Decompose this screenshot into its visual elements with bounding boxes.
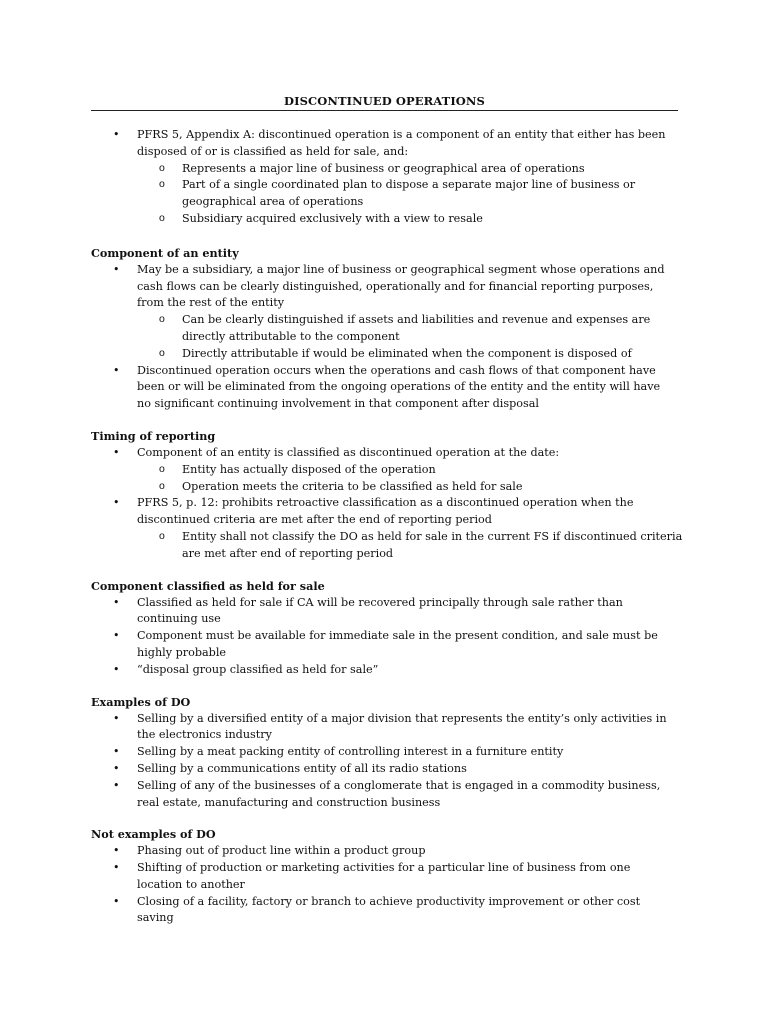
bullet-list <box>91 595 691 679</box>
sub-list-item <box>91 211 691 228</box>
list-item <box>91 262 691 312</box>
sub-list-item-text: o Part of a single coordinated plan to dispose a separate major line of business or geographical area of operations <box>182 178 636 209</box>
bullet-list <box>91 843 691 927</box>
sub-list-item <box>91 312 691 346</box>
sub-list-item <box>91 177 691 211</box>
list-item <box>91 662 691 679</box>
sub-list-item <box>91 462 691 479</box>
sub-list-item-text: o Entity shall not classify the DO as held for sale in the current FS if discontinued criteria are met after end of reporting period <box>182 529 683 560</box>
section-examples <box>91 694 691 812</box>
sub-list-item-text: o Entity has actually disposed of the operation <box>182 462 436 476</box>
list-item <box>91 860 691 894</box>
sub-list-item <box>91 161 691 178</box>
section-not-examples <box>91 826 691 927</box>
list-item-text: • May be a subsidiary, a major line of business or geographical segment whose operations and cash flows can be clearly distinguished, operationally and for financial reporting purposes, from the rest of the entity <box>137 262 665 310</box>
list-item-text: • Selling by a diversified entity of a major division that represents the entity’s only activities in the electronics industry <box>137 711 667 742</box>
list-item <box>91 127 691 161</box>
list-item-text: • Discontinued operation occurs when the operations and cash flows of that component have been or will be eliminated from the ongoing operations of the entity and the entity will have no significant continuing involvement in that component after disposal <box>137 363 661 411</box>
sub-list-item-text: o Operation meets the criteria to be classified as held for sale <box>182 479 523 493</box>
title-underline <box>91 110 678 111</box>
section-heading: Timing of reporting <box>91 428 216 443</box>
list-item-text: • Selling by a communications entity of all its radio stations <box>137 761 467 775</box>
bullet-list <box>91 711 691 812</box>
section-held-for-sale <box>91 578 691 679</box>
section-heading: Examples of DO <box>91 694 191 709</box>
section-timing <box>91 428 691 563</box>
list-item-text: • Selling of any of the businesses of a conglomerate that is engaged in a commodity business, real estate, manufacturing and construction business <box>137 778 661 809</box>
list-item <box>91 711 691 745</box>
sub-list-item-text: o Can be clearly distinguished if assets and liabilities and revenue and expenses are directly attributable to the component <box>182 313 651 343</box>
bullet-list <box>91 445 691 563</box>
list-item-text: • Component must be available for immediate sale in the present condition, and sale must be highly probable <box>137 629 658 659</box>
list-item-text: • Component of an entity is classified as discontinued operation at the date: <box>137 445 560 459</box>
list-item <box>91 744 691 761</box>
section-heading: Component of an entity <box>91 245 239 260</box>
list-item <box>91 363 691 413</box>
bullet-list <box>91 262 691 413</box>
document-body <box>91 127 691 942</box>
list-item-text: • Closing of a facility, factory or branch to achieve productivity improvement or other cost saving <box>137 894 641 925</box>
list-item-text: • Phasing out of product line within a product group <box>137 844 426 858</box>
list-item <box>91 445 691 462</box>
list-item <box>91 778 691 812</box>
sub-list-item-text: o Subsidiary acquired exclusively with a view to resale <box>182 211 483 225</box>
sub-list-item-text: o Directly attributable if would be eliminated when the component is disposed of <box>182 346 632 360</box>
list-item <box>91 761 691 778</box>
list-item-text: • PFRS 5, p. 12: prohibits retroactive classification as a discontinued operation when the discontinued criteria are met after the end of reporting period <box>137 496 634 527</box>
list-item <box>91 843 691 860</box>
list-item-text: • “disposal group classified as held for sale” <box>137 662 379 676</box>
bullet-list <box>91 127 691 228</box>
list-item <box>91 495 691 529</box>
section-component <box>91 245 691 413</box>
list-item-text: • Selling by a meat packing entity of controlling interest in a furniture entity <box>137 745 564 759</box>
section-definition <box>91 127 691 228</box>
list-item <box>91 595 691 629</box>
list-item-text: • Shifting of production or marketing activities for a particular line of business from one location to another <box>137 861 631 891</box>
list-item-text: • PFRS 5, Appendix A: discontinued operation is a component of an entity that either has been disposed of or is classified as held for sale, and: <box>137 128 666 158</box>
section-heading: Component classified as held for sale <box>91 578 325 593</box>
sub-list-item <box>91 479 691 496</box>
list-item <box>91 894 691 928</box>
sub-list-item-text: o Represents a major line of business or geographical area of operations <box>182 161 585 175</box>
sub-list-item <box>91 529 691 563</box>
document-title: DISCONTINUED OPERATIONS <box>284 94 485 108</box>
sub-list-item <box>91 346 691 363</box>
section-heading: Not examples of DO <box>91 827 216 842</box>
list-item-text: • Classified as held for sale if CA will be recovered principally through sale rather than continuing use <box>137 595 623 626</box>
list-item <box>91 628 691 662</box>
